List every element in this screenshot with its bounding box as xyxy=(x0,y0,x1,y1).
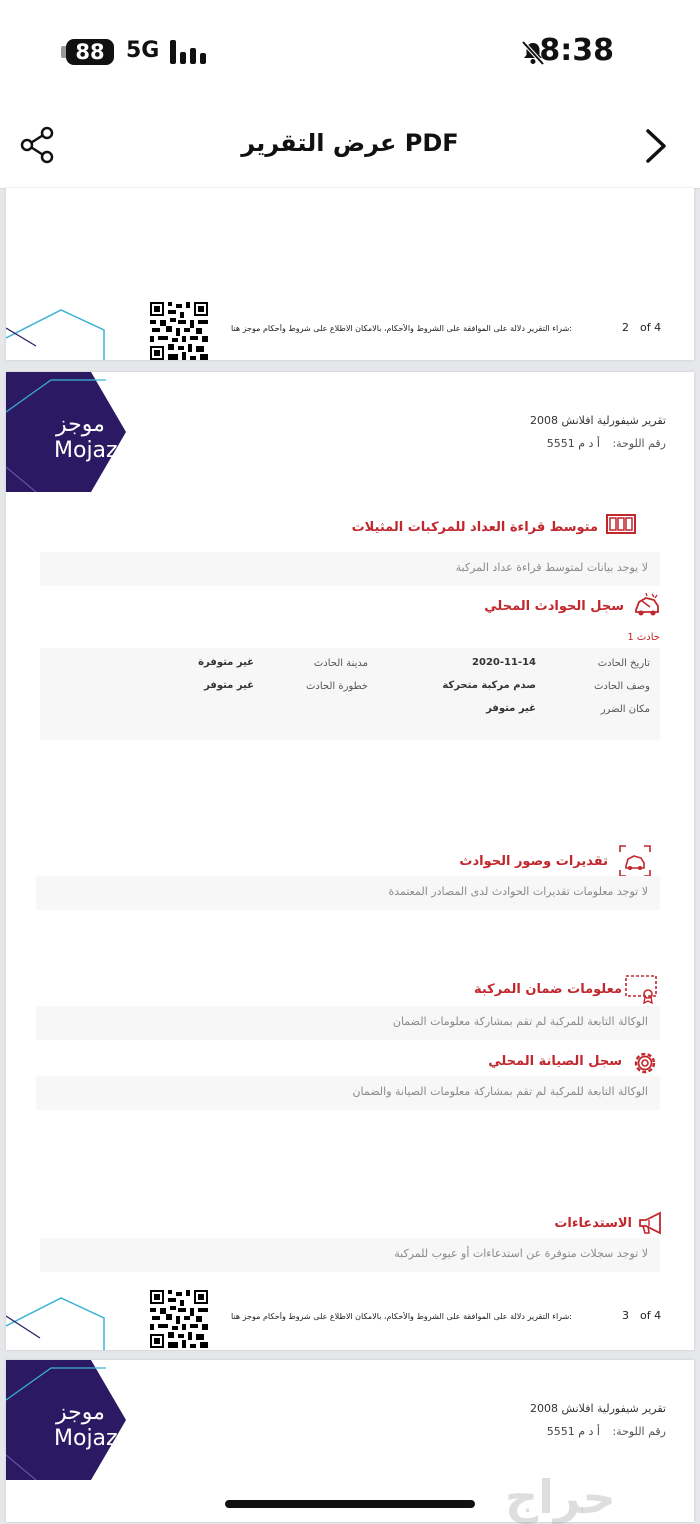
report-title: تقرير شيفورلية افلانش 2008 xyxy=(530,1402,666,1415)
haraj-watermark: حراج xyxy=(505,1470,616,1524)
back-chevron-icon[interactable] xyxy=(638,125,674,167)
page-number: 2 xyxy=(622,321,629,334)
hexagon-decoration xyxy=(6,300,116,360)
page-total: of 4 xyxy=(640,1309,662,1322)
accident-date-label: تاريخ الحادث xyxy=(597,658,650,669)
camera-car-icon xyxy=(618,844,652,878)
accident-date-value: 2020-11-14 xyxy=(472,657,536,668)
page-footer xyxy=(6,1288,694,1350)
page-footer xyxy=(6,300,694,360)
odometer-title: متوسط قراءة العداد للمركبات المثيلات xyxy=(351,520,598,535)
home-indicator[interactable] xyxy=(225,1500,475,1508)
certificate-icon xyxy=(624,974,658,1004)
pdf-page-3 xyxy=(6,372,694,1350)
battery-indicator: 88 xyxy=(66,39,114,65)
accident-desc-label: وصف الحادث xyxy=(593,681,650,692)
accident-desc-value: صدم مركبة متحركة xyxy=(442,680,536,691)
logo-text-arabic: موجز xyxy=(56,412,105,437)
recalls-box xyxy=(40,1238,660,1272)
nav-bar xyxy=(0,105,700,189)
odometer-box xyxy=(40,552,660,586)
report-title: تقرير شيفورلية افلانش 2008 xyxy=(530,414,666,427)
recalls-title: الاستدعاءات xyxy=(554,1216,632,1231)
qr-code[interactable] xyxy=(150,1290,208,1348)
odometer-icon xyxy=(606,511,636,537)
page-title: عرض التقرير PDF xyxy=(241,129,459,157)
page-total: of 4 xyxy=(640,321,662,334)
pdf-page-2 xyxy=(6,188,694,360)
estimates-title: تقديرات وصور الحوادث xyxy=(459,854,608,869)
status-bar xyxy=(0,0,700,105)
plate-value: أ د م 5551 xyxy=(546,1425,600,1438)
odometer-message: لا يوجد بيانات لمتوسط قراءة عداد المركبة xyxy=(455,561,648,574)
maintenance-title: سجل الصيانة المحلي xyxy=(488,1054,622,1069)
footer-notice: شراء التقرير دلالة على الموافقة على الشروط والأحكام، بالامكان الاطلاع على شروط وأحكام موجز هنا: xyxy=(231,1312,572,1321)
megaphone-icon xyxy=(636,1210,666,1236)
estimates-message: لا توجد معلومات تقديرات الحوادث لدى المصادر المعتمدة xyxy=(388,885,648,898)
recalls-message: لا توجد سجلات متوفرة عن استدعاءات أو عيوب للمركبة xyxy=(394,1247,648,1260)
gear-icon xyxy=(630,1048,660,1078)
maintenance-message: الوكالة التابعة للمركبة لم تقم بمشاركة معلومات الصيانة والضمان xyxy=(352,1085,648,1098)
plate-label: رقم اللوحة: xyxy=(612,1425,666,1438)
accident-city-value: غير متوفرة xyxy=(198,657,254,668)
logo-text-latin: Mojaz xyxy=(54,438,118,463)
estimates-box xyxy=(36,876,660,910)
clock: 8:38 xyxy=(539,33,614,68)
network-type: 5G xyxy=(126,38,160,63)
plate-value: أ د م 5551 xyxy=(546,437,600,450)
logo-text-latin: Mojaz xyxy=(54,1426,118,1451)
warranty-message: الوكالة التابعة للمركبة لم تقم بمشاركة معلومات الضمان xyxy=(392,1015,648,1028)
signal-icon xyxy=(170,40,206,64)
page-number: 3 xyxy=(622,1309,629,1322)
accident-number: حادث 1 xyxy=(627,632,660,643)
warranty-box xyxy=(36,1006,660,1040)
maintenance-box xyxy=(36,1076,660,1110)
accident-severity-value: غير متوفر xyxy=(204,680,254,691)
accident-severity-label: خطورة الحادث xyxy=(306,681,368,692)
accident-details-box xyxy=(40,648,660,740)
crashed-car-icon xyxy=(632,592,662,618)
plate-label: رقم اللوحة: xyxy=(612,437,666,450)
hexagon-decoration xyxy=(6,1288,116,1350)
accident-city-label: مدينة الحادث xyxy=(313,658,368,669)
footer-notice: شراء التقرير دلالة على الموافقة على الشروط والأحكام، بالامكان الاطلاع على شروط وأحكام موجز هنا: xyxy=(231,324,572,333)
accidents-title: سجل الحوادث المحلي xyxy=(484,599,624,614)
damage-location-value: غير متوفر xyxy=(486,703,536,714)
logo-text-arabic: موجز xyxy=(56,1400,105,1425)
qr-code[interactable] xyxy=(150,302,208,360)
damage-location-label: مكان الضرر xyxy=(600,704,650,715)
warranty-title: معلومات ضمان المركبة xyxy=(473,982,622,997)
